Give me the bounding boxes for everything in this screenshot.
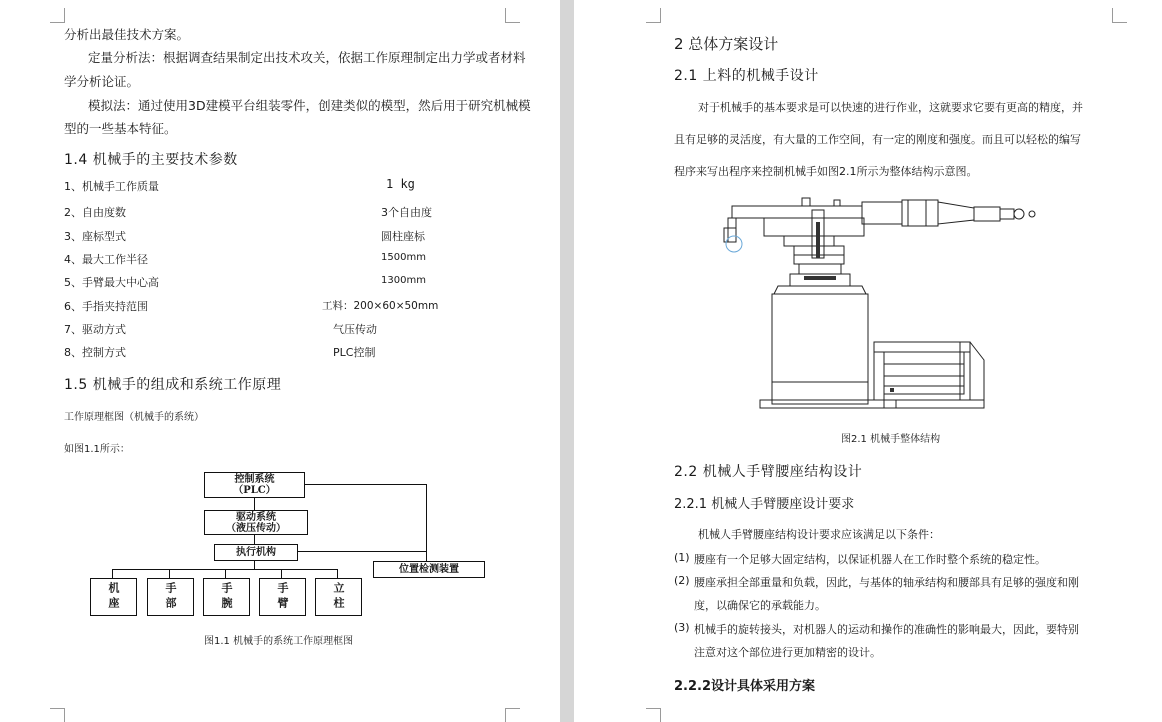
section-heading-2-2: 2.2 机械人手臂腰座结构设计 (674, 464, 863, 480)
param-value: 1500mm (381, 252, 426, 263)
part-label: 手部 (164, 582, 177, 612)
robot-arm-drawing (704, 192, 1074, 414)
param-label: 3、座标型式 (64, 230, 126, 243)
param-label: 5、手臂最大中心高 (64, 276, 159, 289)
connector-line (426, 484, 427, 562)
connector-line (337, 569, 338, 578)
paragraph-line: 对于机械手的基本要求是可以快速的进行作业，这就要求它要有更高的精度，并 (698, 101, 1083, 114)
drive-system-box: 驱动系统 （液压传动） (204, 510, 308, 535)
paragraph-line: 且有足够的灵活度，有大量的工作空间，有一定的刚度和强度。而且可以轻松的编写 (674, 133, 1081, 146)
param-value: 1300mm (381, 275, 426, 286)
list-item-line: 腰座有一个足够大固定结构，以保证机器人在工作时整个系统的稳定性。 (694, 553, 1046, 566)
param-value: PLC控制 (333, 346, 376, 359)
paragraph-line: 模拟法：通过使用3D建模平台组装零件，创建类似的模型，然后用于研究机械模 (88, 98, 531, 113)
param-label: 1、机械手工作质量 (64, 180, 159, 193)
part-box-column (315, 578, 362, 616)
corner-mark-bottom-left (50, 708, 65, 722)
connector-line (112, 569, 113, 578)
section-heading-1-5: 1.5 机械手的组成和系统工作原理 (64, 377, 282, 393)
param-label: 2、自由度数 (64, 206, 126, 219)
param-label: 6、手指夹持范围 (64, 300, 148, 313)
connector-line (254, 534, 255, 544)
paragraph-line: 型的一些基本特征。 (64, 121, 177, 136)
param-value: 圆柱座标 (381, 230, 425, 243)
list-number: (1) (674, 551, 690, 564)
list-item-line: 机械手的旋转接头，对机器人的运动和操作的准确性的影响最大，因此，要特别 (694, 623, 1079, 636)
paragraph-line: 分析出最佳技术方案。 (64, 27, 190, 42)
paragraph-line: 程序来写出程序来控制机械手如图2.1所示为整体结构示意图。 (674, 165, 978, 178)
corner-mark-top-left (646, 8, 661, 23)
part-box-wrist (203, 578, 250, 616)
section-heading-2-2-1: 2.2.1 机械人手臂腰座设计要求 (674, 497, 855, 512)
connector-line (281, 569, 282, 578)
control-system-box: 控制系统 （PLC） (204, 472, 305, 498)
corner-mark-top-left (50, 8, 65, 23)
part-box-arm (259, 578, 306, 616)
param-label: 4、最大工作半径 (64, 253, 148, 266)
part-box-base (90, 578, 137, 616)
document-page-left (0, 0, 560, 722)
list-item-line: 注意对这个部位进行更加精密的设计。 (694, 646, 881, 659)
part-label: 手臂 (276, 582, 289, 612)
connector-line (225, 569, 226, 578)
connector-line (254, 497, 255, 510)
paragraph-line: 定量分析法：根据调查结果制定出技术攻关，依据工作原理制定出力学或者材料 (88, 50, 526, 65)
param-label: 8、控制方式 (64, 346, 126, 359)
actuator-box: 执行机构 (214, 544, 298, 561)
corner-mark-top-right (1112, 8, 1127, 23)
figure-reference: 如图1.1所示： (64, 444, 130, 455)
part-box-hand (147, 578, 194, 616)
paragraph-line: 学分析论证。 (64, 74, 140, 89)
diagram-intro: 工作原理框图（机械手的系统） (64, 412, 204, 423)
requirements-intro: 机械人手臂腰座结构设计要求应该满足以下条件： (698, 528, 940, 541)
param-value: 气压传动 (333, 323, 377, 336)
position-detector-box: 位置检测装置 (373, 561, 485, 578)
part-label: 机座 (107, 582, 120, 612)
section-heading-2-2-2: 2.2.2设计具体采用方案 (674, 679, 816, 694)
page-gutter (560, 0, 574, 722)
corner-mark-bottom-right (505, 708, 520, 722)
list-item-line: 腰座承担全部重量和负载，因此，与基体的轴承结构和腰部具有足够的强度和刚 (694, 576, 1079, 589)
document-page-right (574, 0, 1162, 722)
part-label: 手腕 (220, 582, 233, 612)
section-heading-2-1: 2.1 上料的机械手设计 (674, 68, 819, 84)
param-value: 工料：200×60×50mm (322, 300, 439, 312)
corner-mark-top-right (505, 8, 520, 23)
param-label: 7、驱动方式 (64, 323, 126, 336)
chapter-heading-2: 2 总体方案设计 (674, 35, 779, 53)
connector-line (169, 569, 170, 578)
list-number: (3) (674, 621, 690, 634)
list-item-line: 度，以确保它的承载能力。 (694, 599, 826, 612)
param-value: 1 kg (386, 177, 415, 191)
corner-mark-bottom-left (646, 708, 661, 722)
figure-caption-2-1: 图2.1 机械手整体结构 (841, 434, 941, 445)
figure-caption-1-1: 图1.1 机械手的系统工作原理框图 (204, 636, 354, 647)
connector-line (296, 551, 426, 552)
list-number: (2) (674, 574, 690, 587)
section-heading-1-4: 1.4 机械手的主要技术参数 (64, 152, 238, 168)
connector-line (304, 484, 426, 485)
param-value: 3个自由度 (381, 206, 432, 219)
part-label: 立柱 (332, 582, 345, 612)
